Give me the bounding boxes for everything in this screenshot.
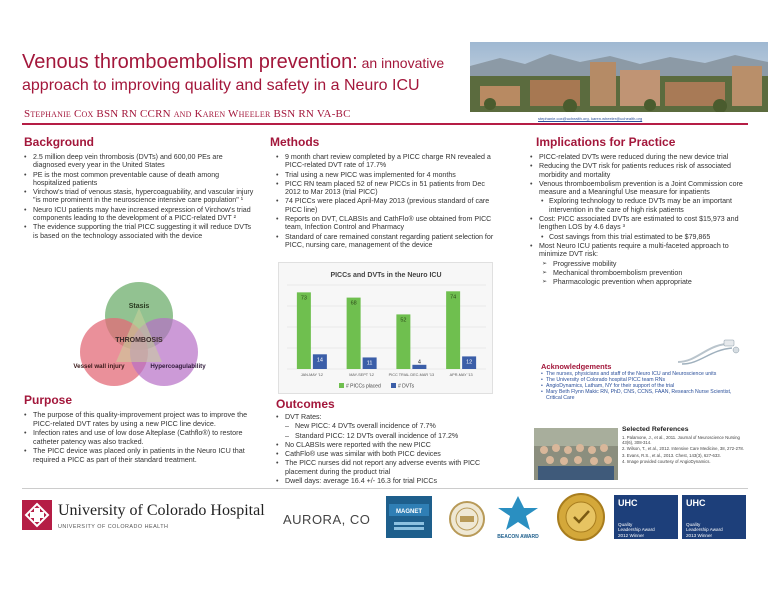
campus-photo	[470, 42, 768, 112]
chart-data-label: 68	[350, 300, 357, 307]
venn-label-stasis: Stasis	[128, 303, 150, 310]
implications-item: ➢ Pharmacologic prevention when appropriate	[530, 278, 748, 286]
reference-item: 3. Evans, R.S., et al., 2013. Chest, 143(3), 627-633.	[622, 452, 721, 458]
uhc-line3-2: 2013 Winner	[686, 532, 713, 538]
picc-dvt-chart	[278, 262, 493, 394]
purpose-list	[24, 411, 256, 466]
virchow-venn-diagram	[54, 280, 224, 390]
background-item: • 2.5 million deep vein thrombosis (DVTs) and 600,00 PEs are diagnosed every year in the United States	[24, 153, 256, 170]
implications-item: • Reducing the DVT risk for patients reduces risk of associated morbidity and mortality	[530, 162, 748, 179]
venn-label-thrombosis: THROMBOSIS	[115, 337, 163, 344]
chart-category-label: MAY-SEPT '12	[349, 373, 374, 377]
title-main-light: an innovative	[357, 55, 445, 71]
outcomes-item: • CathFlo® use was similar with both PICC devices	[276, 450, 501, 458]
uhc-line1-2: Quality	[686, 522, 701, 527]
beacon-label: BEACON AWARD	[497, 534, 539, 540]
background-title: Background	[24, 135, 95, 149]
outcomes-item: • The PICC nurses did not report any adverse events with PICC placement during the product trial	[276, 459, 501, 476]
uhc-line2-1: Leadership Award	[618, 527, 655, 533]
venn-label-vessel-wall: Vessel wall injury	[73, 363, 125, 370]
references-title: Selected References	[622, 426, 689, 433]
chart-data-label: 4	[417, 359, 421, 366]
acknowledgements-list	[541, 371, 741, 401]
quality-seal-badge	[448, 500, 486, 543]
background-item: • The evidence supporting the trial PICC suggesting it will reduce DVTs is based on the technology associated with the device	[24, 223, 256, 240]
outcomes-item: – Standard PICC: 12 DVTs overall incidence of 17.2%	[276, 432, 501, 440]
author-emails[interactable]: stephanie.cox@uchealth.org, karen.wheeler@uchealth.org	[538, 116, 643, 121]
title-main	[22, 50, 492, 75]
chart-category-label: PICC TRIAL DEC-MAR '13	[388, 373, 435, 377]
background-item: • Neuro ICU patients may have increased expression of Virchow's triad components leading to the development of a PICC-related DVT ²	[24, 206, 256, 223]
title-main-strong: Venous thromboembolism prevention:	[22, 51, 358, 73]
chart-category-label: JAN-MAY '12	[300, 373, 324, 377]
chart-legend-label: # DVTs	[398, 383, 415, 390]
implications-item: • Cost savings from this trial estimated to be $79,865	[530, 233, 748, 241]
chart-bars	[297, 291, 476, 369]
chart-data-label: 14	[316, 357, 323, 364]
chart-bar	[446, 291, 460, 369]
hospital-name: University of Colorado Hospital	[58, 502, 265, 519]
implications-list	[530, 153, 748, 287]
uhc-award-badge-1	[614, 495, 678, 539]
chart-data-label: 11	[366, 360, 373, 367]
footer-rule	[22, 488, 748, 489]
implications-item: • Most Neuro ICU patients require a multi-faceted approach to minimize DVT risk:	[530, 242, 748, 259]
implications-item: ➢ Progressive mobility	[530, 260, 748, 268]
team-group-photo	[534, 428, 618, 480]
gold-seal-badge	[556, 492, 606, 547]
methods-item: • Trial using a new PICC was implemented for 4 months	[276, 171, 501, 179]
uhc-brand-2: UHC	[686, 498, 706, 508]
purpose-item: • The purpose of this quality-improvement project was to improve the PICC-related DVT rates by using a new PICC line device.	[24, 411, 256, 428]
acknowledgement-item: • The University of Colorado hospital PICC team RNs	[541, 377, 741, 383]
methods-item: • Standard of care remained constant regarding patient selection for PICC, nursing care, management of the device	[276, 233, 501, 250]
chart-bar	[412, 365, 426, 369]
chart-data-label: 73	[300, 295, 307, 302]
uhc-line3-1: 2012 Winner	[618, 532, 645, 538]
chart-legend-swatch	[339, 383, 344, 388]
uhc-brand-1: UHC	[618, 498, 638, 508]
implications-item: • PICC-related DVTs were reduced during the new device trial	[530, 153, 748, 161]
uhc-line1-1: Quality	[618, 522, 633, 527]
picc-device-image	[676, 336, 742, 366]
implications-item: • Venous thromboembolism prevention is a Joint Commission core measure and a Meaningful Use measure for inpatients	[530, 180, 748, 197]
methods-item: • Reports on DVT, CLABSIs and CathFlo® use obtained from PICC team, Infection Control and Pharmacy	[276, 215, 501, 232]
implications-item: ➢ Mechanical thromboembolism prevention	[530, 269, 748, 277]
authors: Stephanie Cox BSN RN CCRN and Karen Wheeler BSN RN VA-BC	[24, 108, 351, 120]
reference-item: 4. Image provided courtesy of AngioDynamics.	[622, 458, 711, 464]
chart-data-label: 12	[466, 359, 473, 366]
uhc-award-badge-2	[682, 495, 746, 539]
methods-title: Methods	[270, 135, 320, 149]
acknowledgement-item: • Mary Beth Flynn Makic RN, PhD, CNS, CCNS, FAAN, Research Nurse Scientist, Critical Care	[541, 389, 741, 401]
implications-item: • Cost: PICC associated DVTs are estimated to cost $15,973 and lengthen LOS by 4.6 days ³	[530, 215, 748, 232]
outcomes-item: • No CLABSIs were reported with the new PICC	[276, 441, 501, 449]
chart-legend-swatch	[391, 383, 396, 388]
chart-title: PICCs and DVTs in the Neuro ICU	[330, 272, 442, 279]
references-list	[622, 435, 747, 465]
hospital-subtitle: UNIVERSITY OF COLORADO HEALTH	[58, 524, 169, 530]
uhc-line2-2: Leadership Award	[686, 527, 723, 533]
poster-title	[22, 50, 492, 96]
background-item: • Virchow's triad of venous stasis, hypercoaguability, and vascular injury "is more prominent in the neuroscience intensive care population" ¹	[24, 188, 256, 205]
background-list	[24, 153, 256, 241]
implications-item: • Exploring technology to reduce DVTs may be an important intervention in the care of high risk patients	[530, 197, 748, 214]
outcomes-item: – New PICC: 4 DVTs overall incidence of 7.7%	[276, 422, 501, 430]
acknowledgements-title: Acknowledgements	[541, 362, 612, 371]
chart-legend	[339, 383, 415, 390]
venn-label-hypercoagulability: Hypercoagulability	[150, 363, 206, 370]
purpose-title: Purpose	[24, 393, 73, 407]
background-item: • PE is the most common preventable cause of death among hospitalized patients	[24, 171, 256, 188]
methods-list	[276, 153, 501, 250]
chart-category-label: APR-MAY '13	[449, 373, 473, 377]
outcomes-item: • DVT Rates:	[276, 413, 501, 421]
outcomes-title: Outcomes	[276, 397, 335, 411]
chart-bar	[347, 298, 361, 369]
chart-legend-label: # PICCs placed	[346, 383, 381, 390]
implications-title: Implications for Practice	[536, 135, 676, 149]
acknowledgement-item: • The nurses, physicians and staff of the Neuro ICU and Neuroscience units	[541, 371, 741, 377]
methods-item: • PICC RN team placed 52 of new PICCs in 51 patients from Dec 2012 to Mar 2013 (trial PICC)	[276, 180, 501, 197]
beacon-award-badge	[494, 494, 542, 547]
magnet-label: MAGNET	[396, 509, 422, 515]
magnet-award-badge	[386, 496, 432, 543]
uch-logo-icon	[22, 500, 52, 530]
outcomes-item: • Dwell days: average 16.4 +/- 16.3 for trial PICCs	[276, 477, 501, 485]
purpose-item: • The PICC device was placed only in patients in the Neuro ICU that required a PICC as part of their standard treatment.	[24, 447, 256, 464]
title-sub: approach to improving quality and safety in a Neuro ICU	[22, 77, 420, 94]
reference-item: 2. Wilson, T., et al., 2012. Intensive Care Medicine, 38, 272-278.	[622, 446, 744, 452]
chart-data-label: 74	[450, 294, 457, 301]
methods-item: • 9 month chart review completed by a PICC charge RN revealed a PICC-related DVT rate of 17.7%	[276, 153, 501, 170]
chart-bar	[297, 292, 311, 369]
chart-data-label: 52	[400, 317, 407, 324]
chart-category-labels	[301, 373, 473, 377]
header-rule	[22, 123, 748, 125]
reference-item: 1. Palamone, J., et al., 2011. Journal of Neuroscience Nursing 43(6), 308-314.	[622, 435, 740, 446]
outcomes-list	[276, 413, 501, 486]
purpose-item: • Infection rates and use of low dose Alteplase (Cathflo®) to restore catheter patency was also tracked.	[24, 429, 256, 446]
city-label: AURORA, CO	[283, 512, 371, 527]
methods-item: • 74 PICCs were placed April-May 2013 (previous standard of care PICC line)	[276, 197, 501, 214]
acknowledgement-item: • AngioDynamics, Latham, NY for their support of the trial	[541, 383, 741, 389]
